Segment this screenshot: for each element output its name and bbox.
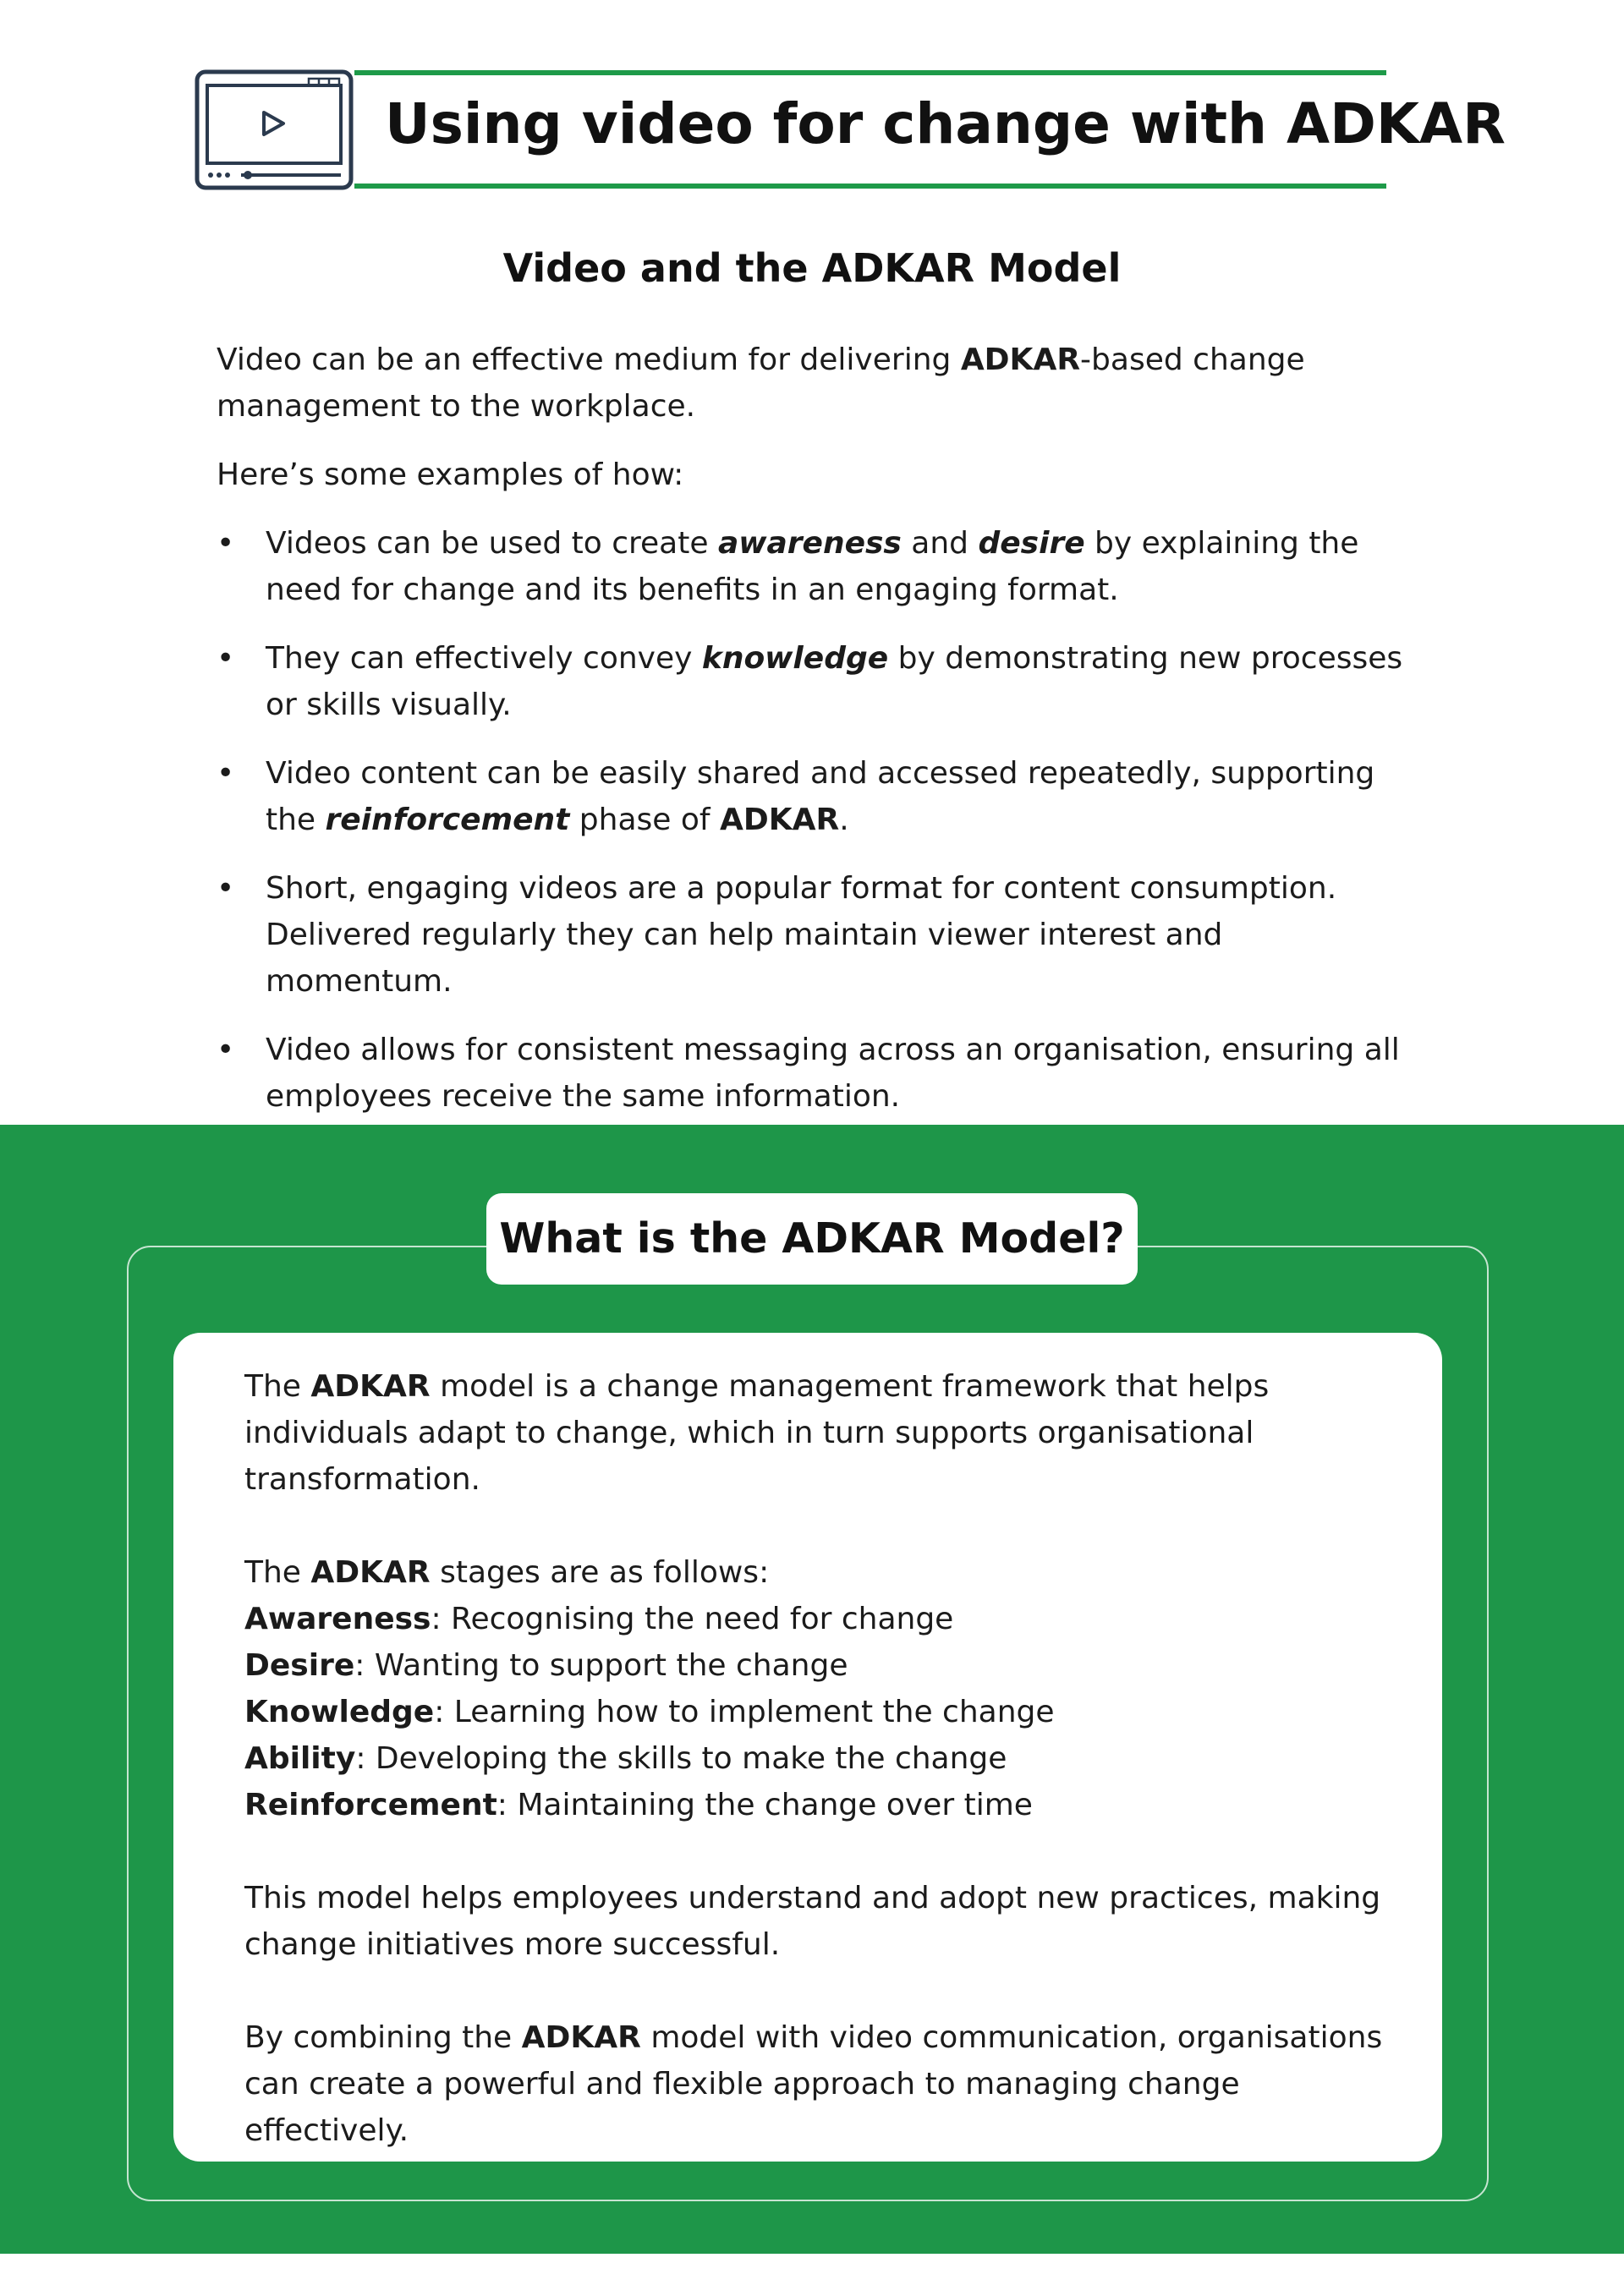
bullet-icon: • [217,641,235,676]
stage-item: Awareness: Recognising the need for change [244,1602,954,1636]
stage-item: Reinforcement: Maintaining the change over time [244,1788,1033,1822]
intro-lead-in: Here’s some examples of how: [217,458,684,492]
stage-item: Knowledge: Learning how to implement the change [244,1695,1055,1729]
stages-intro: The ADKAR stages are as follows: [244,1555,770,1590]
header-bottom-rule [354,184,1386,189]
model-conclusion: By combining the ADKAR model with video communication, organisations can create a powerful and flexible approach to managing change effectively. [244,2020,1383,2148]
list-item: • Videos can be used to create awareness and desire by explaining the need for change and its benefits in an engaging format. [217,520,1418,613]
model-definition: The ADKAR model is a change management framework that helps individuals adapt to change, which in turn supports organisational transformation. [244,1369,1270,1497]
model-card [173,1333,1442,2162]
stages-list [244,1549,1386,1828]
section-heading-video-adkar: Video and the ADKAR Model [502,245,1122,291]
section-label: What is the ADKAR Model? [486,1193,1138,1285]
video-player-icon [194,68,354,191]
model-card-text [244,1363,1386,2200]
intro-paragraph: Video can be an effective medium for delivering ADKAR-based change management to the workplace. [217,342,1305,424]
list-item: • Short, engaging videos are a popular format for content consumption. Delivered regularly they can help maintain viewer interest and momentum. [217,865,1418,1005]
stage-item: Ability: Developing the skills to make the change [244,1741,1007,1776]
list-item: • Video allows for consistent messaging across an organisation, ensuring all employees receive the same information. [217,1027,1418,1120]
bullet-icon: • [217,871,235,906]
bullet-icon: • [217,526,235,561]
list-item: • They can effectively convey knowledge by demonstrating new processes or skills visually. [217,635,1418,728]
page-header [194,68,1506,191]
model-benefit: This model helps employees understand and adopt new practices, making change initiatives more successful. [244,1881,1381,1962]
bullet-icon: • [217,756,235,791]
header-top-rule [354,70,1386,75]
intro-content [217,337,1418,1142]
examples-list [217,520,1418,1120]
adkar-model-section [0,1125,1624,2254]
list-item: • Video content can be easily shared and accessed repeatedly, supporting the reinforcement phase of ADKAR. [217,750,1418,843]
bullet-icon: • [217,1033,235,1067]
page-title: Using video for change with ADKAR [385,91,1506,156]
stage-item: Desire: Wanting to support the change [244,1648,848,1683]
